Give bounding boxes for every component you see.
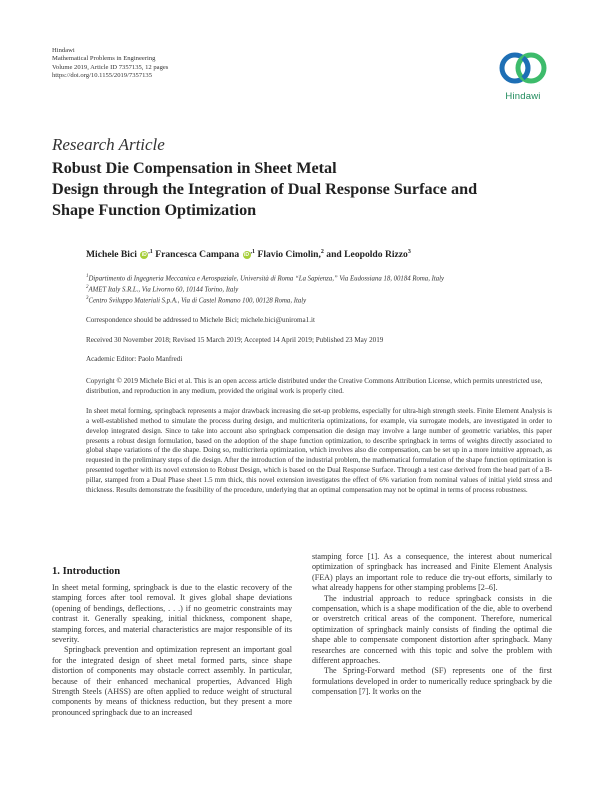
abstract: In sheet metal forming, springback represents a major drawback increasing die set-up problems, especially for ultra-high strength steels. Finite Element Analysis is a well-established method to simulate the process during design, and multicriteria optimizations, for example, via surrogate models, are investigated in order to develop integrated design. Since to take into account also springback compensation die design may involve a large number of geometric variables, this paper presents a robust design formulation, based on the adoption of the shape function optimization, to describe springback in terms of weights directly associated to global shape variations of the die shape. Doing so, multicriteria optimization, which involves also die compensation, can be set up in a more intuitive approach, as requested in the preliminary steps of die design. After the introduction of the industrial problem, the mathematical formulation of the shape function optimization is presented together with its novel extension to Robust Design, which is based on the Dual Response Surface. Through a test case derived from the head part of a B-pillar, stamped from a Dual Phase sheet 1.5 mm thick, this novel extension investigates the effect of 6% variation from nominal values of initial yield stress and thickness. Results demonstrate the feasibility of the procedure, underlying that an optimal compensation may not be optimal in terms of process robustness. xyxy=(86,407,552,494)
author-name[interactable]: Flavio Cimolin, xyxy=(257,249,321,261)
article-type: Research Article xyxy=(52,135,165,154)
author-name[interactable]: Francesca Campana xyxy=(155,249,240,261)
title-line: Robust Die Compensation in Sheet Metal xyxy=(52,159,337,177)
author-sup: 3 xyxy=(407,249,411,255)
publisher-name: Hindawi xyxy=(52,47,75,54)
doi-link[interactable]: https://doi.org/10.1155/2019/7357135 xyxy=(52,72,153,80)
hindawi-logo-icon xyxy=(494,46,552,90)
section-heading: 1. Introduction xyxy=(52,566,121,577)
correspondence: Correspondence should be addressed to Michele Bici; michele.bici@uniroma1.it xyxy=(86,316,315,324)
paragraph: stamping force [1]. As a consequence, the interest about numerical optimization of springback has increased and Finite Element Analysis (FEA) plays an important role to reduce die try-out efforts, similarly to what already happens for other stamping problems [2–6]. xyxy=(312,552,552,593)
logo-wordmark: Hindawi xyxy=(505,91,541,102)
author-sup: ,1 xyxy=(250,249,256,255)
publication-dates: Received 30 November 2018; Revised 15 March 2019; Accepted 14 April 2019; Published 23 May 2019 xyxy=(86,336,384,344)
author-name[interactable]: and Leopoldo Rizzo xyxy=(326,249,408,261)
affiliation xyxy=(86,272,566,283)
orcid-icon[interactable]: iD xyxy=(141,252,147,259)
affiliation-number: 3 xyxy=(86,296,89,301)
article-title xyxy=(52,158,552,221)
orcid-icon[interactable]: iD xyxy=(244,252,250,259)
academic-editor: Academic Editor: Paolo Manfredi xyxy=(86,355,183,363)
affiliation-text: AMET Italy S.R.L., Via Livorno 60, 10144 Torino, Italy xyxy=(88,286,239,294)
affiliation-number: 1 xyxy=(86,274,89,279)
hindawi-logo xyxy=(494,46,552,106)
affiliation-text: Dipartimento di Ingegneria Meccanica e Aerospaziale, Università di Roma “La Sapienza,” Via Eudossiana 18, 00184 Roma, Italy xyxy=(88,275,445,283)
affiliation-text: Centro Sviluppo Materiali S.p.A., Via di Castel Romano 100, 00128 Roma, Italy xyxy=(88,297,307,305)
affiliation xyxy=(86,283,566,294)
paragraph: Springback prevention and optimization represent an important goal for the integrated design of sheet metal formed parts, since shape distortion of components may obstacle correct assembly. In particular, because of their enhanced mechanical properties, Advanced High Strength Steels (AHSS) are often applied to reduce weight of structural components by means of thickness reduction, but they present a more pronounced springback due to an increased xyxy=(52,645,292,717)
affiliation-number: 2 xyxy=(86,285,89,290)
author-name[interactable]: Michele Bici xyxy=(86,249,137,261)
paragraph: In sheet metal forming, springback is due to the elastic recovery of the stamping forces after tool removal. It gives global shape deviations (opening of bendings, deflections, . . .) if no geometric constraints may contrast it. Generally speaking, initial thickness, component shape, stamping forces, and material characteristics are major responsible of its severity. xyxy=(52,583,292,645)
title-line: Design through the Integration of Dual Response Surface and xyxy=(52,180,478,198)
paragraph: The industrial approach to reduce springback consists in die compensation, which is a shape modification of the die, able to overbend or overstretch critical areas of the component. Therefore, numerical optimization of springback mainly consists of finding the optimal die shape able to compensate component distortion after springback. Many researches are concerned with this topic and solve the problem with different approaches. xyxy=(312,593,552,666)
author-list xyxy=(86,249,566,260)
author-sup: ,1 xyxy=(148,249,153,255)
body-column-left xyxy=(52,583,292,718)
copyright-notice: Copyright © 2019 Michele Bici et al. This is an open access article distributed under the Creative Commons Attribution License, which permits unrestricted use, distribution, and reproduction in any medium, provided the original work is properly cited. xyxy=(86,377,543,395)
paragraph: The Spring-Forward method (SF) represents one of the first formulations developed in order to numerically reduce springback by die compensation [7]. It works on the xyxy=(312,666,552,697)
publication-info xyxy=(52,47,168,81)
body-column-right xyxy=(312,552,552,698)
author-sup: 2 xyxy=(320,249,324,255)
affiliation xyxy=(86,294,566,305)
title-line: Shape Function Optimization xyxy=(52,201,257,219)
volume-info: Volume 2019, Article ID 7357135, 12 pages xyxy=(52,63,169,71)
journal-name: Mathematical Problems in Engineering xyxy=(52,55,156,63)
